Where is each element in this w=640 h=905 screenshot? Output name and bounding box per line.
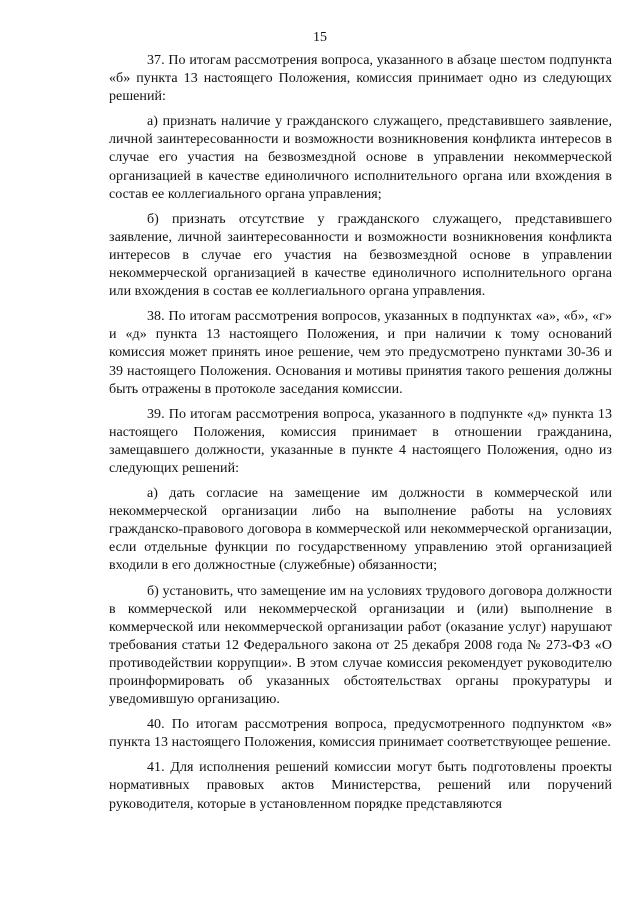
paragraph-39-item-a: а) дать согласие на замещение им должности в коммерческой или некоммерческой организации либо на выполнение работы на условиях гражданско-правового договора в коммерческой или некоммерческой организации, если отдельные функции по государственному управлению этой организацией входили в его должностные (служебные) обязанности;: [109, 486, 612, 574]
page-number: 15: [313, 30, 327, 45]
paragraph-37: 37. По итогам рассмотрения вопроса, указанного в абзаце шестом подпункта «б» пункта 13 настоящего Положения, комиссия принимает одно из следующих решений:: [109, 53, 612, 105]
paragraph-38: 38. По итогам рассмотрения вопросов, указанных в подпунктах «а», «б», «г» и «д» пункта 13 настоящего Положения, и при наличии к тому оснований комиссия может принять иное решение, чем это предусмотрено пунктами 30-36 и 39 настоящего Положения. Основания и мотивы принятия такого решения должны быть отражены в протоколе заседания комиссии.: [109, 309, 612, 397]
paragraph-39: 39. По итогам рассмотрения вопроса, указанного в подпункте «д» пункта 13 настоящего Положения, комиссия принимает в отношении гражданина, замещавшего должности, указанные в пункте 4 настоящего Положения, одно из следующих решений:: [109, 406, 612, 476]
paragraph-40: 40. По итогам рассмотрения вопроса, предусмотренного подпунктом «в» пункта 13 настоящего Положения, комиссия принимает соответствующее решение.: [109, 717, 612, 751]
paragraph-39-item-b: б) установить, что замещение им на условиях трудового договора должности в коммерческой или некоммерческой организации и (или) выполнение в коммерческой или некоммерческой организации работ (оказание услуг) нарушают требования статьи 12 Федерального закона от 25 декабря 2008 года № 273-ФЗ «О противодействии коррупции». В этом случае комиссия рекомендует руководителю проинформировать об указанных обстоятельствах органы прокуратуры и уведомившую организацию.: [109, 583, 612, 708]
paragraph-37-item-a: а) признать наличие у гражданского служащего, представившего заявление, личной заинтересованности и возможности возникновения конфликта интересов в случае его участия на безвозмездной основе в управлении некоммерческой организацией в качестве единоличного исполнительного органа или вхождения в состав ее коллегиального органа управления;: [109, 114, 612, 202]
paragraph-41: 41. Для исполнения решений комиссии могут быть подготовлены проекты нормативных правовых актов Министерства, решений или поручений руководителя, которые в установленном порядке представляются: [109, 760, 612, 812]
document-body: [109, 52, 612, 821]
paragraph-37-item-b: б) признать отсутствие у гражданского служащего, представившего заявление, личной заинтересованности и возможности возникновения конфликта интересов в случае его участия на безвозмездной основе в управлении некоммерческой организацией в качестве единоличного исполнительного органа или вхождения в состав ее коллегиального органа управления.: [109, 211, 612, 300]
